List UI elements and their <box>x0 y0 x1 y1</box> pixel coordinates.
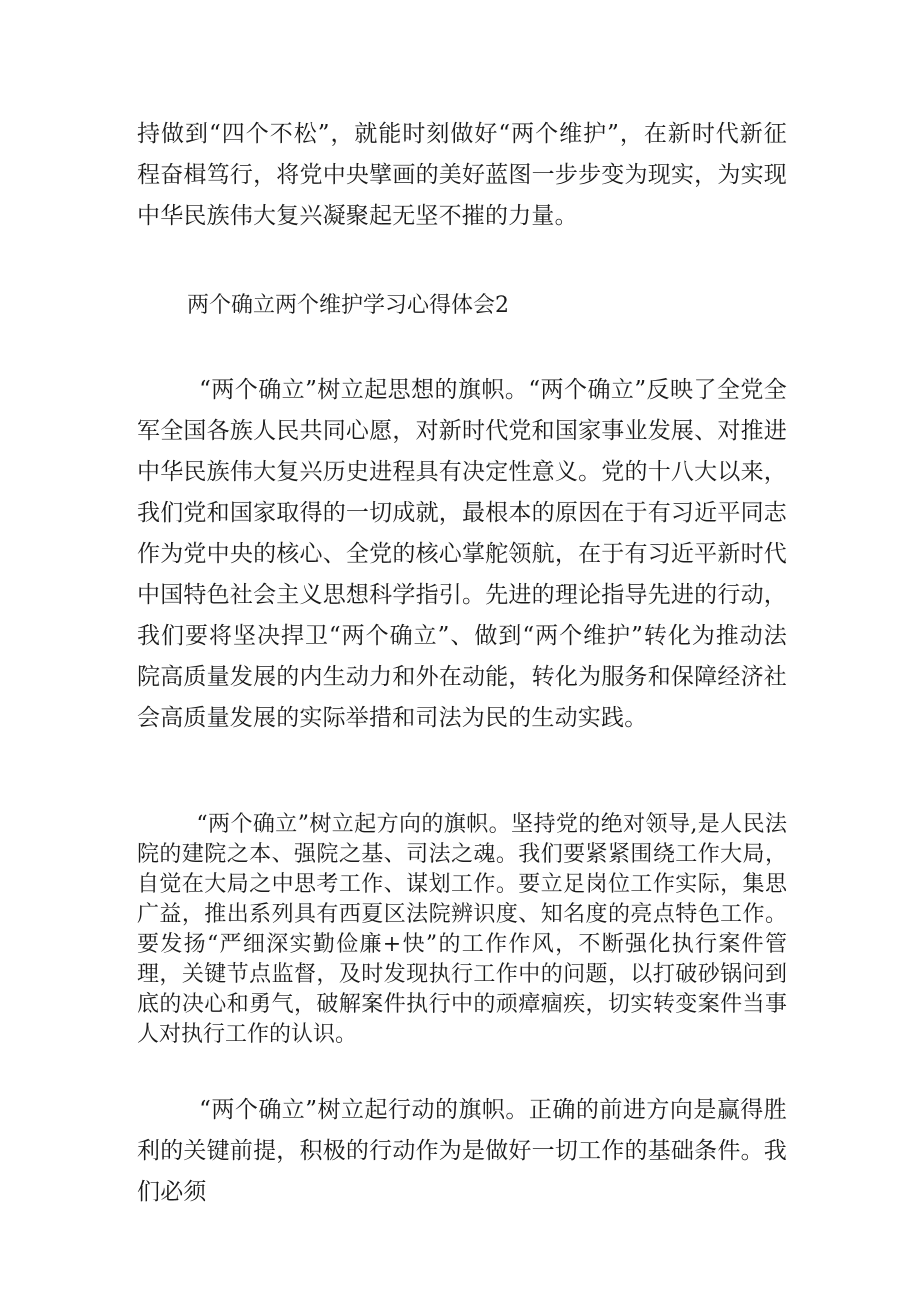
direction-banner-paragraph: “两个确立”树立起方向的旗帜。坚持党的绝对领导,是人民法院的建院之本、强院之基、司法之魂。我们要紧紧围绕工作大局，自觉在大局之中思考工作、谋划工作。要立足岗位工作实际，集思广益，推出系列具有西夏区法院辨识度、知名度的亮点特色工作。要发扬“严细深实勤俭廉+快”的工作作风，不断强化执行案件管理，关键节点监督，及时发现执行工作中的问题，以打破砂锅问到底的决心和勇气，破解案件执行中的顽瘴痼疾，切实转变案件当事人对执行工作的认识。 <box>137 812 787 1047</box>
thought-banner-paragraph: “两个确立”树立起思想的旗帜。“两个确立”反映了全党全军全国各族人民共同心愿，对新时代党和国家事业发展、对推进中华民族伟大复兴历史进程具有决定性意义。党的十八大以来，我们党和国家取得的一切成就，最根本的原因在于有习近平同志作为党中央的核心、全党的核心掌舵领航，在于有习近平新时代中国特色社会主义思想科学指引。先进的理论指导先进的行动，我们要将坚决捍卫“两个确立”、做到“两个维护”转化为推动法院高质量发展的内生动力和外在动能，转化为服务和保障经济社会高质量发展的实际举措和司法为民的生动实践。 <box>137 377 787 731</box>
intro-tail-paragraph: 持做到“四个不松”，就能时刻做好“两个维护”，在新时代新征程奋楫笃行，将党中央擘画的美好蓝图一步步变为现实，为实现中华民族伟大复兴凝聚起无坚不摧的力量。 <box>137 121 787 229</box>
action-banner-paragraph: “两个确立”树立起行动的旗帜。正确的前进方向是赢得胜利的关键前提，积极的行动作为是做好一切工作的基础条件。我们必须 <box>137 1097 787 1205</box>
section-heading: 两个确立两个维护学习心得体会2 <box>187 293 509 318</box>
